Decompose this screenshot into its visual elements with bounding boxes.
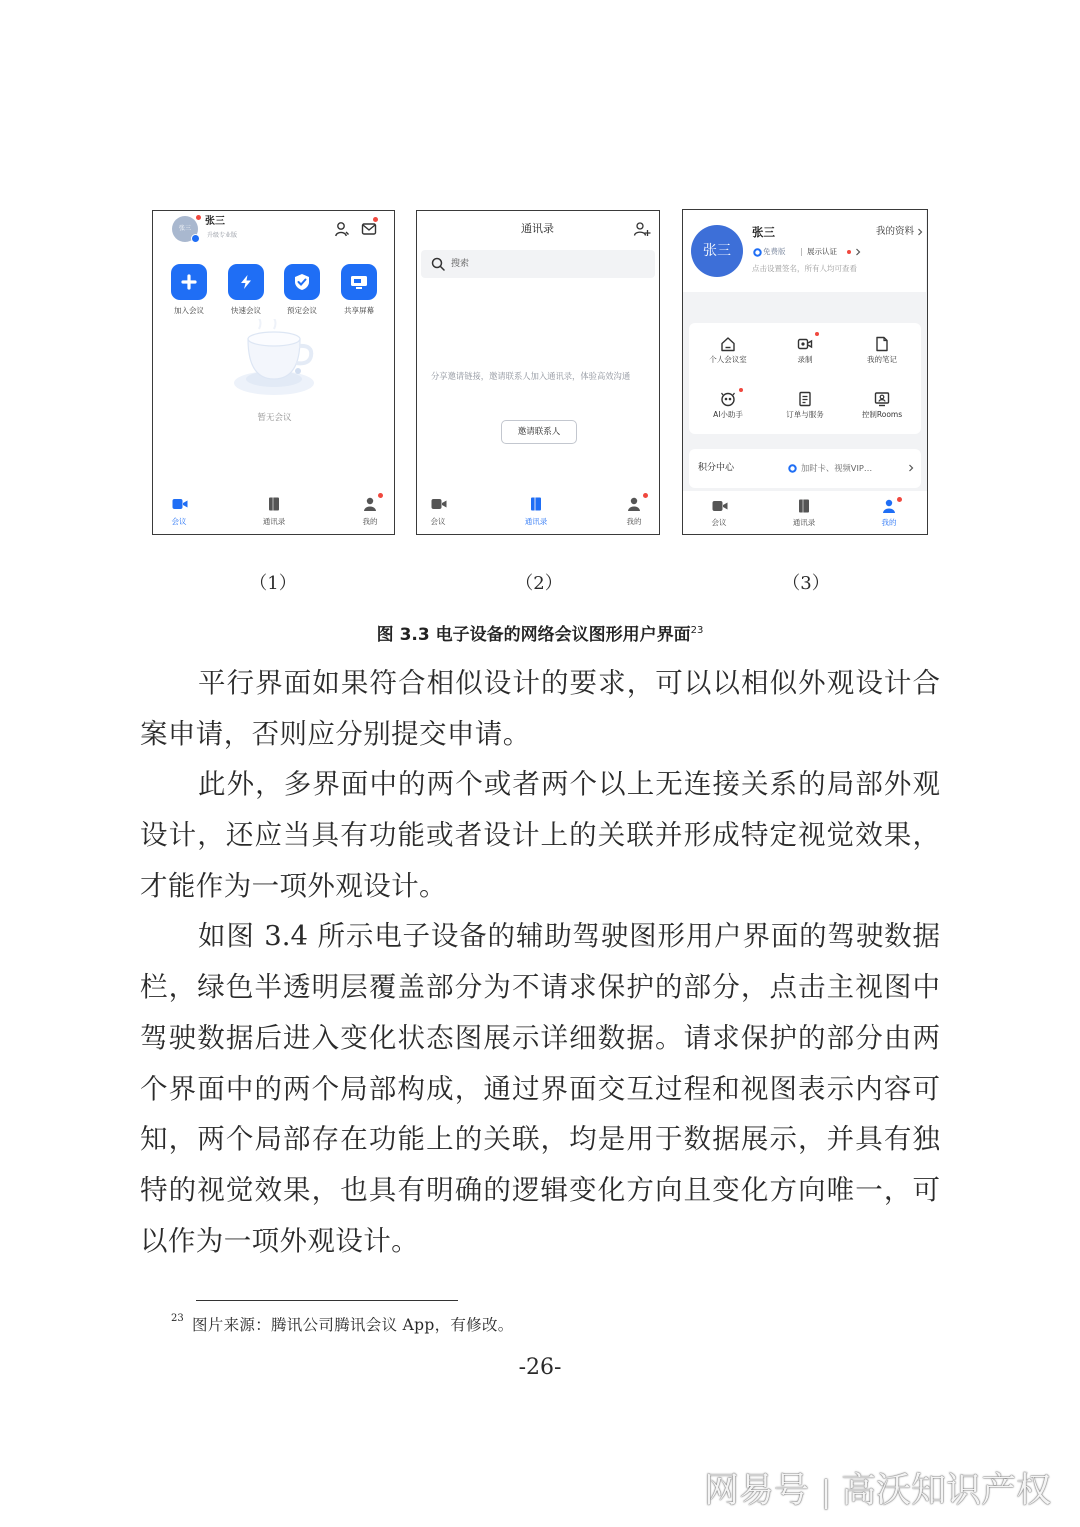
add-contact-icon[interactable] [633, 221, 651, 237]
contacts-book-icon [267, 497, 281, 511]
quick-meeting-label: 快速会议 [231, 306, 261, 315]
user-name: 张三 [205, 216, 225, 227]
page-number: -26- [518, 1355, 562, 1380]
watermark-separator: | [821, 1475, 832, 1510]
search-placeholder: 搜索 [451, 259, 470, 269]
points-center-row[interactable] [689, 449, 921, 488]
paragraph-line: 此外，多界面中的两个或者两个以上无连接关系的局部外观 [198, 768, 940, 801]
bottom-nav [683, 491, 927, 535]
grid-item-rooms-control[interactable] [847, 391, 917, 439]
figure-sublabel-3: （3） [782, 573, 830, 594]
join-meeting-button[interactable] [159, 264, 219, 316]
avatar[interactable]: 张三 [691, 225, 743, 277]
user-name: 张三 [752, 225, 775, 239]
points-center-label: 积分中心 [698, 463, 735, 473]
chevron-right-icon [855, 248, 861, 256]
lightning-icon [238, 274, 254, 290]
avatar-text: 张三 [178, 225, 191, 232]
my-profile-label: 我的资料 [875, 226, 914, 237]
mail-icon[interactable] [361, 221, 377, 237]
paragraph-line: 驾驶数据后进入变化状态图展示详细数据。请求保护的部分由两 [140, 1021, 940, 1054]
mail-notification-dot [373, 217, 378, 222]
nav-item-meetings[interactable] [154, 497, 204, 535]
figure-screen-meetings [152, 210, 395, 535]
nav-item-me[interactable] [864, 499, 914, 535]
nav-label: 通讯录 [524, 517, 548, 526]
grid-notification-dot [815, 332, 819, 336]
page-title: 通讯录 [521, 222, 554, 235]
verify-notification-dot [847, 250, 851, 254]
invite-contact-button[interactable]: 邀请联系人 [501, 420, 577, 444]
grid-label: 录制 [797, 355, 813, 364]
grid-item-notes[interactable] [847, 336, 917, 384]
nav-item-meetings[interactable] [416, 497, 463, 535]
watermark-account: 高沃知识产权 [841, 1471, 1052, 1511]
paragraph-line: 栏，绿色半透明层覆盖部分为不请求保护的部分，点击主视图中 [140, 971, 940, 1004]
contacts-book-icon [529, 497, 543, 511]
nav-item-me[interactable] [345, 497, 395, 535]
plan-badge[interactable]: 免费版 [763, 247, 786, 256]
search-icon [431, 257, 445, 271]
quick-meeting-button[interactable] [216, 264, 276, 316]
nav-label: 我的 [362, 517, 378, 526]
join-meeting-tile [171, 264, 207, 300]
nav-label: 我的 [626, 517, 642, 526]
person-icon[interactable] [334, 221, 350, 237]
nav-item-meetings[interactable] [694, 499, 744, 535]
share-screen-label: 共享屏幕 [344, 306, 374, 315]
nav-notification-dot [378, 493, 383, 498]
schedule-meeting-button[interactable] [272, 264, 332, 316]
grid-item-ai-assistant[interactable] [693, 391, 763, 439]
quick-meeting-tile [228, 264, 264, 300]
video-camera-icon [172, 497, 188, 511]
footnote-mark: 23 [171, 1313, 184, 1324]
share-screen-tile [341, 264, 377, 300]
nav-item-contacts[interactable] [779, 499, 829, 535]
profile-icon [882, 499, 896, 513]
profile-icon [363, 497, 377, 511]
figure-sublabel-1: （1） [249, 573, 297, 594]
grid-label: 我的笔记 [867, 355, 897, 364]
upgrade-badge-icon [191, 234, 200, 243]
footnote-divider [196, 1300, 458, 1301]
bottom-nav [153, 483, 394, 535]
contacts-book-icon [797, 499, 811, 513]
nav-label: 会议 [171, 517, 187, 526]
nav-label: 会议 [430, 517, 446, 526]
profile-icon [627, 497, 641, 511]
figure-sublabel-2: （2） [515, 573, 563, 594]
paragraph-line: 平行界面如果符合相似设计的要求，可以以相似外观设计合 [198, 667, 940, 699]
body-text [140, 658, 940, 1266]
nav-item-contacts[interactable] [511, 497, 561, 535]
nav-label: 会议 [711, 518, 727, 527]
paragraph-line: 如图 3.4 所示电子设备的辅助驾驶图形用户界面的驾驶数据 [198, 920, 940, 953]
paragraph-line: 特的视觉效果，也具有明确的逻辑变化方向且变化方向唯一，可 [140, 1173, 940, 1206]
paragraph-line: 以作为一项外观设计。 [140, 1224, 419, 1257]
promo-ring-icon [788, 464, 797, 473]
badge-divider [801, 248, 802, 256]
check-icon [293, 273, 311, 291]
join-meeting-label: 加入会议 [174, 306, 204, 315]
avatar[interactable] [172, 216, 198, 242]
record-icon [797, 336, 813, 352]
grid-notification-dot [739, 388, 743, 392]
empty-cup-illustration [229, 319, 319, 401]
grid-item-meeting-room[interactable] [693, 336, 763, 384]
nav-item-contacts[interactable] [249, 497, 299, 535]
nav-item-me[interactable] [609, 497, 659, 535]
rooms-control-icon [874, 391, 890, 407]
orders-icon [797, 391, 813, 407]
paragraph-line: 案申请，否则应分别提交申请。 [140, 717, 531, 750]
schedule-meeting-tile [284, 264, 320, 300]
nav-notification-dot [643, 493, 648, 498]
avatar-notification-dot [196, 215, 201, 220]
grid-label: 订单与服务 [786, 410, 824, 419]
search-input[interactable] [421, 250, 655, 278]
plus-icon [181, 274, 197, 290]
nav-label: 通讯录 [262, 517, 286, 526]
video-camera-icon [712, 499, 728, 513]
chevron-right-icon [908, 464, 914, 472]
ai-assistant-icon [720, 391, 736, 407]
grid-item-recording[interactable] [770, 336, 840, 384]
notes-icon [874, 336, 890, 352]
nav-label: 我的 [881, 518, 897, 527]
screen-share-icon [350, 274, 368, 290]
video-camera-icon [431, 497, 447, 511]
empty-hint-text: 分享邀请链接，邀请联系人加入通讯录，体验高效沟通 [431, 371, 631, 381]
feature-grid [689, 323, 921, 434]
upgrade-link[interactable]: 升级专业版 [207, 232, 238, 239]
figure-caption-text: 图 3.3 电子设备的网络会议图形用户界面 [376, 625, 691, 645]
share-screen-button[interactable] [329, 264, 389, 316]
verify-link[interactable]: 展示认证 [807, 247, 837, 256]
my-profile-link[interactable] [876, 225, 914, 239]
nav-notification-dot [897, 497, 902, 502]
paragraph-line: 个界面中的两个局部构成，通过界面交互过程和视图表示内容可 [140, 1072, 940, 1105]
paragraph-line: 知，两个局部存在功能上的关联，均是用于数据展示，并具有独 [140, 1123, 940, 1156]
footnote-reference[interactable]: 23 [690, 625, 704, 636]
grid-label: 控制Rooms [861, 410, 903, 419]
footnote-text: 图片来源：腾讯公司腾讯会议 App，有修改。 [192, 1316, 514, 1334]
signature-hint[interactable]: 点击设置签名，所有人均可查看 [752, 264, 857, 273]
chevron-right-icon [917, 228, 923, 236]
meeting-room-icon [720, 336, 736, 352]
grid-item-orders[interactable] [770, 391, 840, 439]
watermark-brand: 网易号 [704, 1471, 810, 1511]
paragraph-line: 才能作为一项外观设计。 [140, 869, 447, 902]
plan-ring-icon [753, 248, 762, 257]
empty-state-text: 暂无会议 [257, 413, 292, 423]
grid-label: 个人会议室 [709, 355, 747, 364]
bottom-nav [417, 483, 659, 535]
grid-label: AI小助手 [713, 410, 743, 419]
figure-screen-profile [682, 209, 928, 535]
figure-screen-contacts [416, 210, 660, 535]
nav-label: 通讯录 [792, 518, 816, 527]
watermark [704, 1468, 1051, 1514]
paragraph-line: 设计，还应当具有功能或者设计上的关联并形成特定视觉效果， [140, 819, 940, 852]
points-promo-text: 加时卡、视频VIP… [801, 463, 873, 473]
schedule-meeting-label: 预定会议 [287, 306, 317, 315]
figure-caption [0, 623, 1080, 647]
